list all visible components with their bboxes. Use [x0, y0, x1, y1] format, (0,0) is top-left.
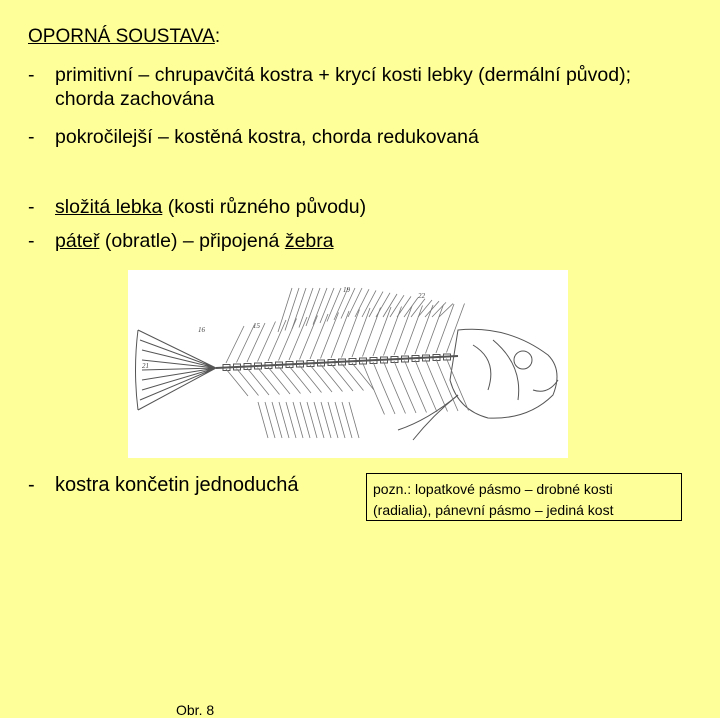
note-box	[366, 473, 682, 521]
rib	[415, 360, 437, 412]
neural-spine	[373, 307, 391, 356]
haemal-spine	[279, 367, 301, 394]
svg-text:16: 16	[198, 326, 205, 334]
svg-text:22: 22	[418, 292, 425, 300]
skull-rest: (kosti různého původu)	[162, 196, 367, 218]
neural-spine	[226, 326, 244, 363]
rib	[447, 359, 469, 411]
neural-spine	[426, 305, 444, 354]
note-line-2: (radialia), pánevní pásmo – jediná kost	[373, 502, 614, 518]
bullet-dash: -	[28, 126, 35, 148]
spine-term: páteř	[55, 230, 100, 252]
neural-spine	[310, 314, 328, 359]
neural-spine	[289, 317, 307, 360]
haemal-spine	[247, 368, 269, 395]
haemal-spine	[258, 368, 280, 395]
dorsal-fin-ray	[299, 288, 313, 328]
page-title	[28, 26, 220, 48]
fish-skeleton-illustration	[128, 270, 568, 458]
dorsal-fin-ray	[348, 288, 362, 317]
bullet-text: kostra končetin jednoduchá	[55, 474, 299, 496]
haemal-spine	[268, 367, 290, 394]
dorsal-fin-ray	[306, 288, 320, 326]
neural-spine	[268, 320, 286, 361]
neural-spine	[415, 305, 433, 354]
haemal-spine	[300, 366, 322, 393]
haemal-spine	[237, 369, 259, 396]
haemal-spine	[352, 363, 374, 390]
dorsal-fin-ray	[425, 301, 439, 317]
bullet-text: primitivní – chrupavčitá kostra + krycí kosti lebky (dermální původ); chorda zachována	[55, 64, 632, 110]
bullet-dash: -	[28, 230, 35, 252]
dorsal-fin-ray	[404, 298, 418, 317]
haemal-spine	[321, 365, 343, 392]
dorsal-fin-ray	[320, 288, 334, 323]
neural-spine	[258, 322, 276, 362]
dorsal-fin-ray	[285, 288, 299, 331]
haemal-spine	[331, 364, 353, 391]
svg-text:15: 15	[253, 322, 260, 330]
bullet-dash: -	[28, 474, 35, 496]
bullet-text: pokročilejší – kostěná kostra, chorda redukovaná	[55, 126, 479, 148]
bullet-advanced	[28, 125, 479, 149]
neural-spine	[237, 325, 255, 363]
neural-spine	[300, 316, 318, 360]
haemal-spine	[310, 365, 332, 392]
bullet-primitive	[28, 63, 688, 111]
bullet-text-wrap	[55, 229, 334, 253]
neural-spine	[352, 308, 370, 357]
neural-spine	[321, 313, 339, 359]
ribs-group	[226, 304, 469, 415]
skull-term: složitá lebka	[55, 196, 163, 218]
rib	[405, 361, 427, 413]
haemal-spine	[289, 366, 311, 393]
dorsal-fin-ray	[369, 292, 383, 317]
bullet-dash: -	[28, 64, 35, 86]
title-suffix: :	[214, 26, 221, 47]
rib	[426, 360, 448, 412]
bullet-skull	[28, 195, 366, 219]
haemal-spine	[226, 369, 248, 396]
spine-middle: (obratle) – připojená	[99, 230, 285, 252]
rib	[373, 362, 395, 414]
rib	[384, 362, 406, 414]
title-text: OPORNÁ SOUSTAVA	[28, 26, 215, 47]
dorsal-fin-ray	[390, 295, 404, 317]
bullet-spine	[28, 229, 334, 253]
note-line-1: pozn.: lopatkové pásmo – drobné kosti	[373, 481, 613, 497]
bullet-text-wrap	[55, 195, 366, 219]
dorsal-fin-ray	[432, 302, 446, 317]
neural-spine	[363, 308, 381, 357]
bullet-limbs	[28, 473, 299, 497]
neural-spine	[342, 310, 360, 358]
dorsal-fin-ray	[383, 294, 397, 317]
tail-fin-rays	[138, 330, 216, 410]
dorsal-fin-ray	[313, 288, 327, 325]
neural-spine	[331, 311, 349, 358]
dorsal-fin-ray	[292, 288, 306, 329]
rib	[394, 361, 416, 413]
dorsal-fin-ray	[355, 289, 369, 317]
dorsal-fin-ray	[327, 288, 341, 322]
svg-text:21: 21	[142, 362, 149, 370]
figure-caption: Obr. 8	[176, 702, 215, 718]
bullet-dash: -	[28, 196, 35, 218]
dorsal-fin-ray	[278, 288, 292, 332]
dorsal-fin-ray	[362, 290, 376, 317]
neural-spine	[394, 306, 412, 355]
dorsal-fin-ray	[376, 293, 390, 317]
svg-text:19: 19	[343, 286, 350, 294]
spine-line	[216, 356, 458, 368]
eye-socket	[514, 351, 532, 369]
ribs-term: žebra	[284, 230, 334, 252]
rib	[363, 363, 385, 415]
haemal-spine	[342, 364, 364, 391]
dorsal-fin-ray	[411, 299, 425, 317]
